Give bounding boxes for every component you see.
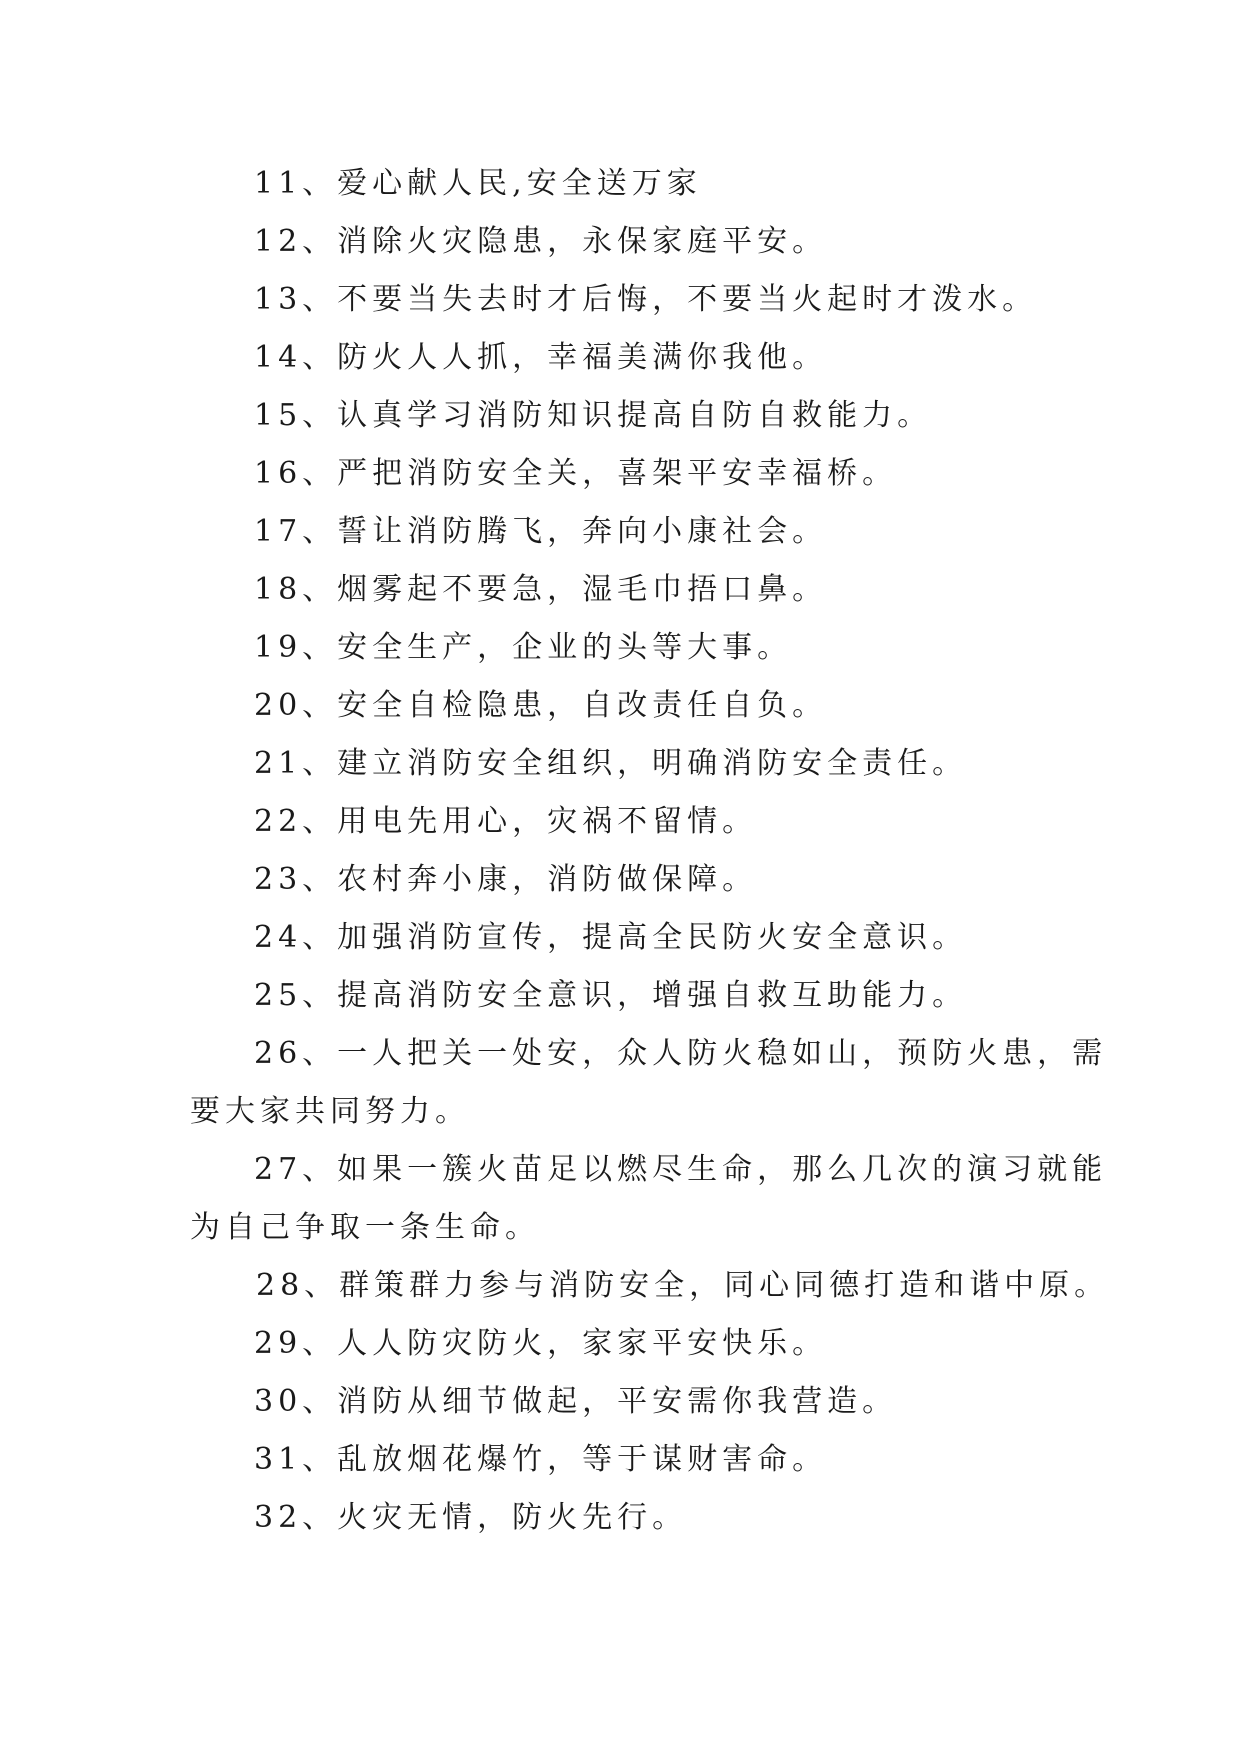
slogan-item-27-line-2: 为自己争取一条生命。 [190,1210,540,1245]
slogan-item-14: 14、防火人人抓，幸福美满你我他。 [254,340,828,375]
slogan-item-11: 11、爱心献人民,安全送万家 [254,166,702,201]
slogan-item-21: 21、建立消防安全组织，明确消防安全责任。 [254,746,968,781]
slogan-item-22: 22、用电先用心，灾祸不留情。 [254,804,758,839]
slogan-item-13: 13、不要当失去时才后悔，不要当火起时才泼水。 [254,282,1038,317]
slogan-item-31: 31、乱放烟花爆竹，等于谋财害命。 [254,1442,828,1477]
slogan-list [190,155,1110,1547]
slogan-item-16: 16、严把消防安全关，喜架平安幸福桥。 [254,456,898,491]
slogan-item-23: 23、农村奔小康，消防做保障。 [254,862,758,897]
slogan-item-27-line-1: 27、如果一簇火苗足以燃尽生命，那么几次的演习就能 [254,1152,1108,1187]
slogan-item-30: 30、消防从细节做起，平安需你我营造。 [254,1384,898,1419]
slogan-item-18: 18、烟雾起不要急，湿毛巾捂口鼻。 [254,572,828,607]
slogan-item-19: 19、安全生产，企业的头等大事。 [254,630,793,665]
slogan-item-29: 29、人人防灾防火，家家平安快乐。 [254,1326,828,1361]
slogan-item-24: 24、加强消防宣传，提高全民防火安全意识。 [254,920,968,955]
slogan-item-15: 15、认真学习消防知识提高自防自救能力。 [254,398,933,433]
slogan-item-26-line-1: 26、一人把关一处安，众人防火稳如山，预防火患，需 [254,1036,1108,1071]
slogan-item-28: 28、群策群力参与消防安全，同心同德打造和谐中原。 [256,1268,1110,1303]
slogan-item-12: 12、消除火灾隐患，永保家庭平安。 [254,224,828,259]
slogan-item-25: 25、提高消防安全意识，增强自救互助能力。 [254,978,968,1013]
slogan-item-32: 32、火灾无情，防火先行。 [254,1500,688,1535]
slogan-item-26-line-2: 要大家共同努力。 [190,1094,470,1129]
slogan-item-17: 17、誓让消防腾飞，奔向小康社会。 [254,514,828,549]
slogan-item-20: 20、安全自检隐患，自改责任自负。 [254,688,828,723]
